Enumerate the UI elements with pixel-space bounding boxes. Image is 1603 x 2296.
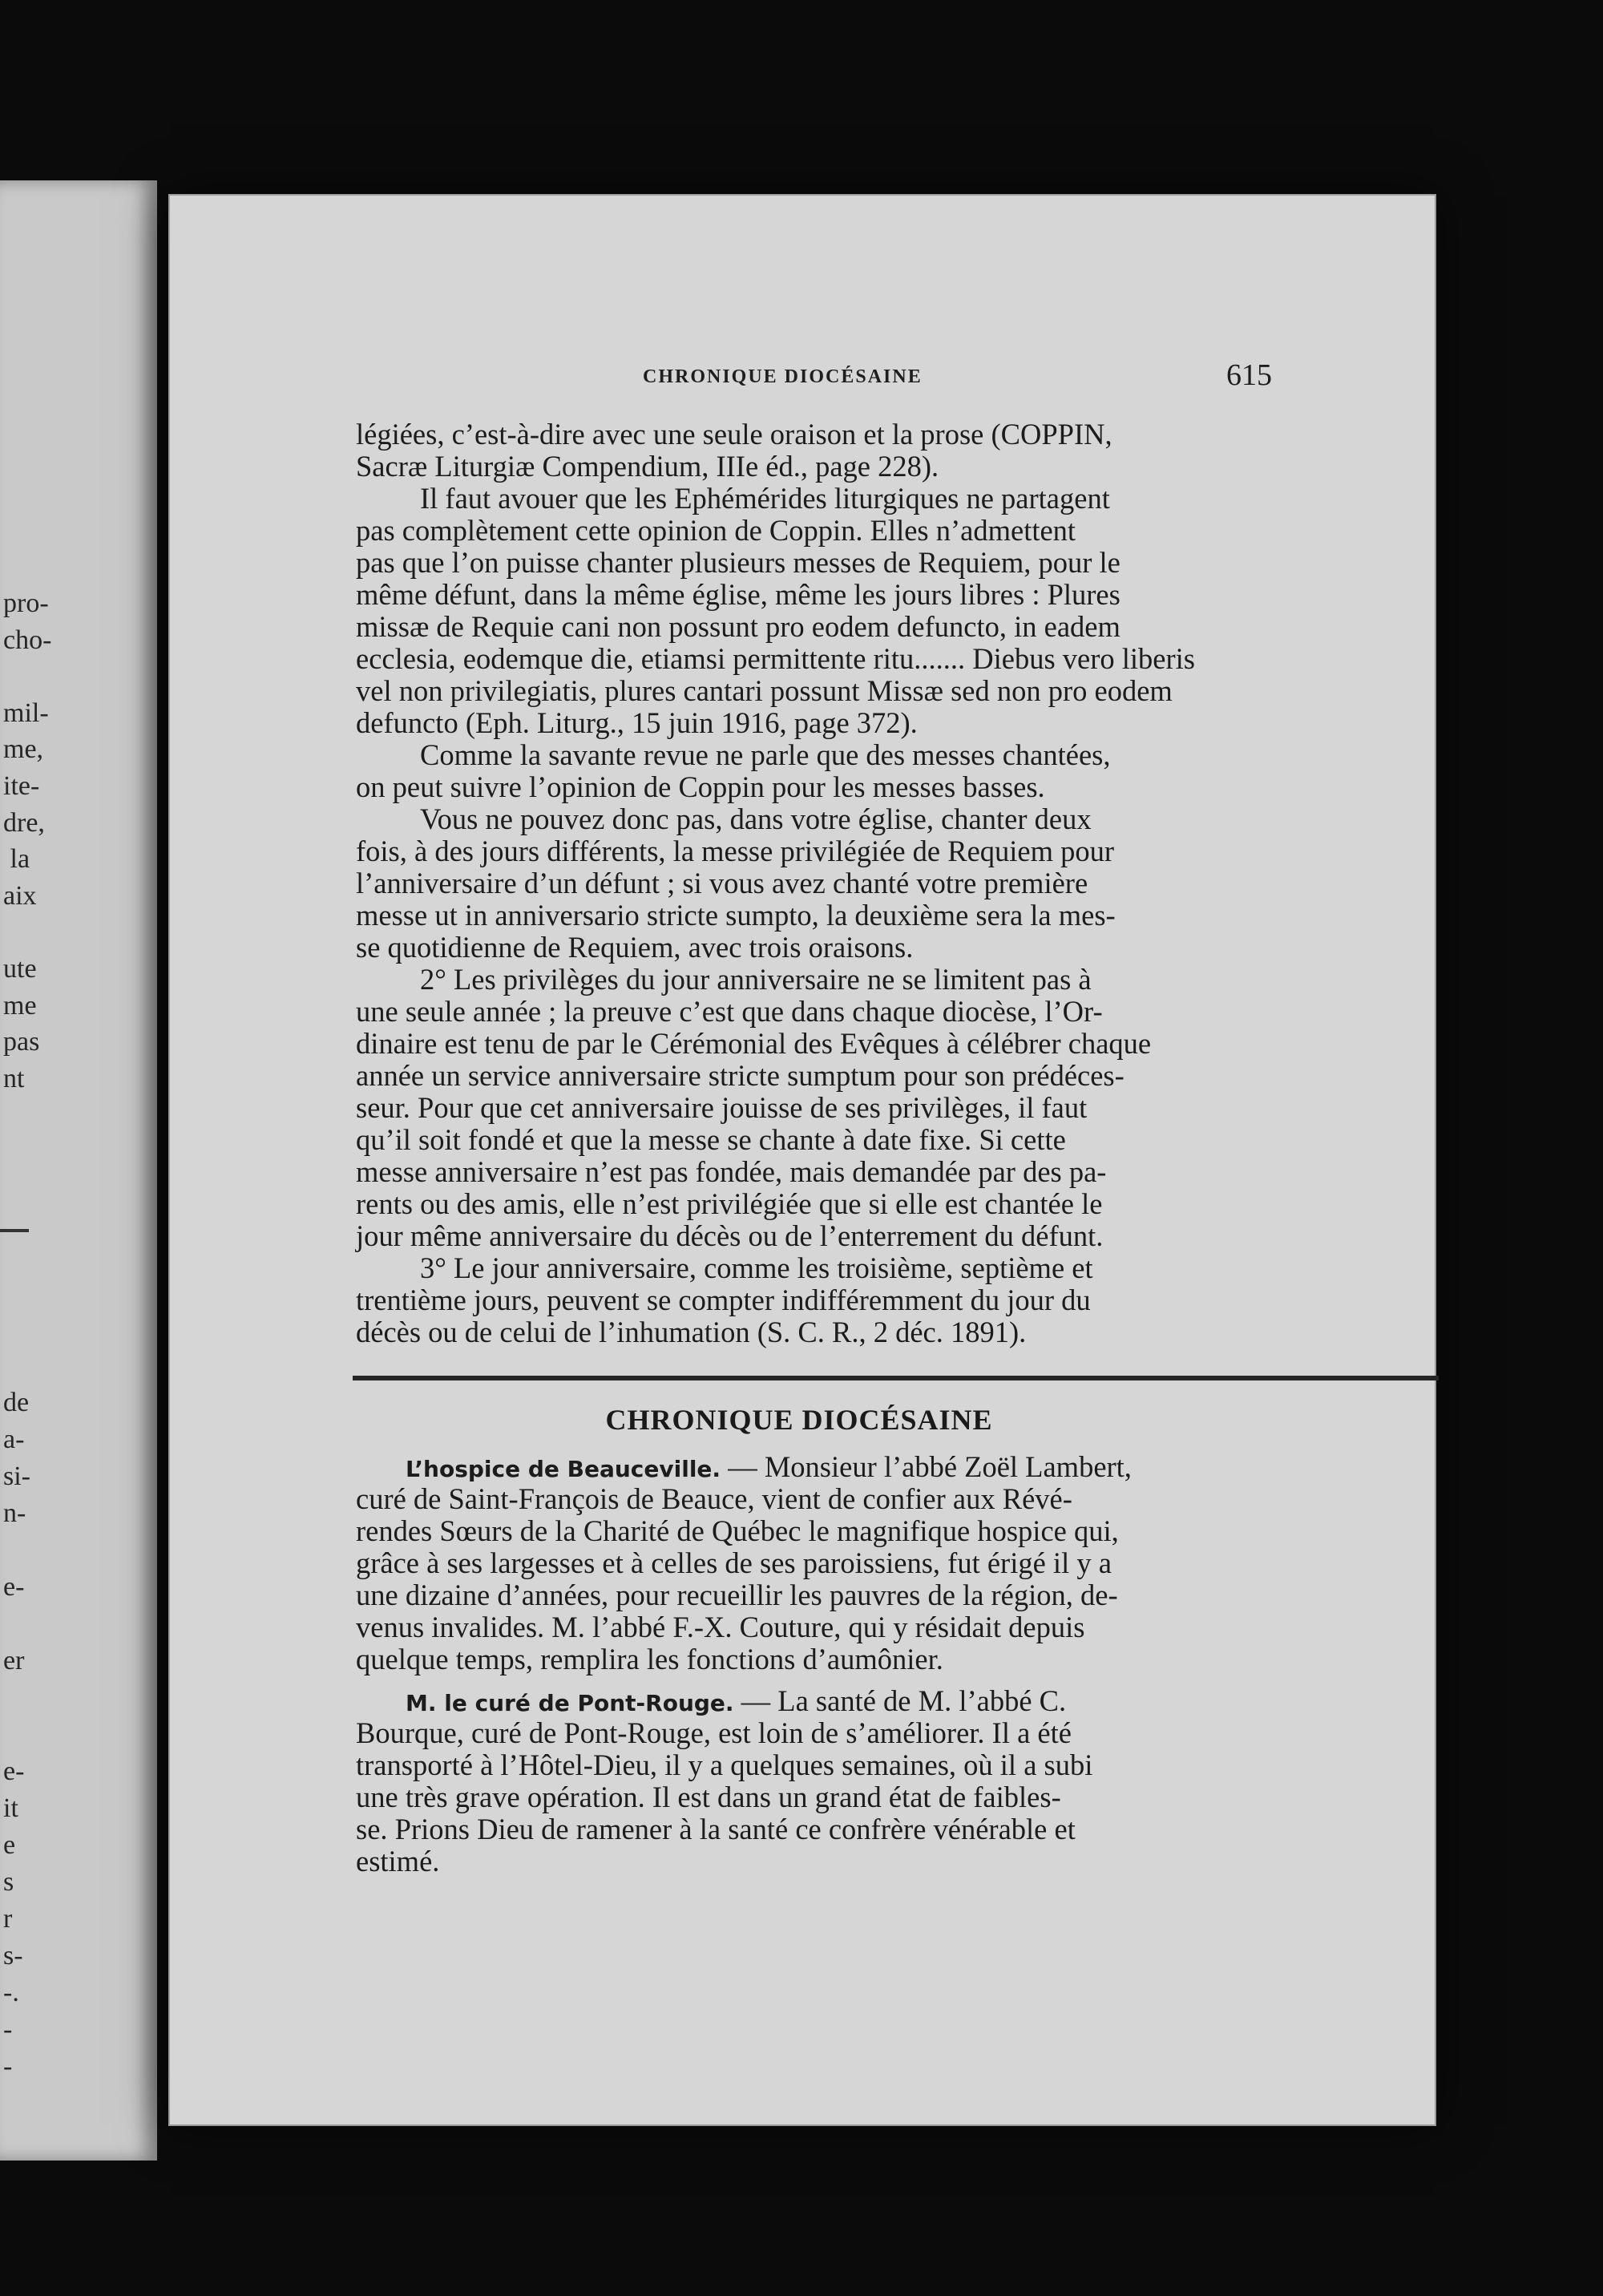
news-item-heading: M. le curé de Pont-Rouge. [406, 1690, 734, 1716]
body-line: on peut suivre l’opinion de Coppin pour les messes basses. [356, 770, 1045, 803]
body-line: se quotidienne de Requiem, avec trois oraisons. [356, 931, 914, 964]
running-head: CHRONIQUE DIOCÉSAINE [643, 366, 923, 387]
body-line: dinaire est tenu de par le Cérémonial des Evêques à célébrer chaque [356, 1027, 1152, 1060]
news-item-line: transporté à l’Hôtel-Dieu, il y a quelques semaines, où il a subi [356, 1748, 1093, 1781]
news-item-line: rendes Sœurs de la Charité de Québec le magnifique hospice qui, [356, 1514, 1119, 1547]
news-item-line: une dizaine d’années, pour recueillir les pauvres de la région, de- [356, 1578, 1118, 1611]
section-text [356, 1451, 1446, 1878]
body-line: décès ou de celui de l’inhumation (S. C. R., 2 déc. 1891). [356, 1316, 1027, 1348]
body-line: pas que l’on puisse chanter plusieurs messes de Requiem, pour le [356, 546, 1120, 579]
body-line: légiées, c’est-à-dire avec une seule oraison et la prose (COPPIN, [356, 418, 1112, 451]
body-line: 2° Les privilèges du jour anniversaire ne se limitent pas à [420, 963, 1092, 996]
body-line: Sacræ Liturgiæ Compendium, IIIe éd., page 228). [356, 450, 939, 483]
body-line: fois, à des jours différents, la messe privilégiée de Requiem pour [356, 835, 1115, 867]
section-title: CHRONIQUE DIOCÉSAINE [605, 1404, 993, 1436]
body-line: rents ou des amis, elle n’est privilégiée que si elle est chantée le [356, 1187, 1103, 1220]
news-item-line: Bourque, curé de Pont-Rouge, est loin de s’améliorer. Il a été [356, 1716, 1072, 1749]
body-line: qu’il soit fondé et que la messe se chante à date fixe. Si cette [356, 1123, 1066, 1156]
news-item-line: estimé. [356, 1845, 440, 1878]
body-line: Vous ne pouvez donc pas, dans votre église, chanter deux [420, 802, 1092, 835]
body-line: defuncto (Eph. Liturg., 15 juin 1916, page 372). [356, 706, 918, 739]
section-divider [353, 1376, 1439, 1380]
news-item-line: — Monsieur l’abbé Zoël Lambert, [728, 1450, 1132, 1483]
body-line: 3° Le jour anniversaire, comme les troisième, septième et [420, 1251, 1093, 1284]
body-line: Il faut avouer que les Ephémérides liturgiques ne partagent [420, 482, 1110, 515]
news-item-line: quelque temps, remplira les fonctions d’aumônier. [356, 1643, 943, 1676]
news-item-line: une très grave opération. Il est dans un grand état de faibles- [356, 1781, 1061, 1813]
body-line: même défunt, dans la même église, même les jours libres : Plures [356, 578, 1120, 611]
news-item-line: curé de Saint-François de Beauce, vient de confier aux Révé- [356, 1482, 1072, 1515]
news-item-first-line [356, 1685, 1446, 1717]
body-line: seur. Pour que cet anniversaire jouisse de ses privilèges, il faut [356, 1091, 1088, 1124]
body-text [356, 418, 1446, 1348]
body-line: trentième jours, peuvent se compter indifféremment du jour du [356, 1283, 1091, 1316]
facing-page-fragments-top: pro- cho- mil- me, ite- dre, la aix ute me pas nt [3, 588, 52, 1093]
news-item-heading: L’hospice de Beauceville. [406, 1456, 721, 1482]
body-line: messe ut in anniversario stricte sumpto, la deuxième sera la mes- [356, 899, 1116, 932]
body-line: l’anniversaire d’un défunt ; si vous avez chanté votre première [356, 867, 1088, 899]
body-line: missæ de Requie cani non possunt pro eodem defuncto, in eadem [356, 610, 1120, 643]
body-line: Comme la savante revue ne parle que des messes chantées, [420, 738, 1111, 771]
page-number: 615 [1226, 358, 1272, 392]
news-item-line: — La santé de M. l’abbé C. [741, 1684, 1067, 1717]
body-line: ecclesia, eodemque die, etiamsi permittente ritu....... Diebus vero liberis [356, 642, 1196, 675]
body-line: vel non privilegiatis, plures cantari possunt Missæ sed non pro eodem [356, 674, 1173, 707]
facing-page-rule [0, 1229, 29, 1232]
news-item-line: se. Prions Dieu de ramener à la santé ce confrère vénérable et [356, 1813, 1076, 1845]
news-item-line: grâce à ses largesses et à celles de ses paroissiens, fut érigé il y a [356, 1546, 1112, 1579]
news-item-first-line [356, 1451, 1446, 1483]
news-item-line: venus invalides. M. l’abbé F.-X. Couture, qui y résidait depuis [356, 1611, 1085, 1643]
body-line: année un service anniversaire stricte sumptum pour son prédéces- [356, 1059, 1125, 1092]
body-line: une seule année ; la preuve c’est que dans chaque diocèse, l’Or- [356, 995, 1103, 1028]
facing-page-fragments-bottom: de a- si- n- e- er e- it e s r s- -. - - [3, 1388, 30, 2081]
book-page [170, 196, 1435, 2124]
body-line: jour même anniversaire du décès ou de l’enterrement du défunt. [356, 1219, 1104, 1252]
facing-page [0, 180, 157, 2161]
body-line: pas complètement cette opinion de Coppin. Elles n’admettent [356, 514, 1076, 547]
body-line: messe anniversaire n’est pas fondée, mais demandée par des pa- [356, 1155, 1107, 1188]
